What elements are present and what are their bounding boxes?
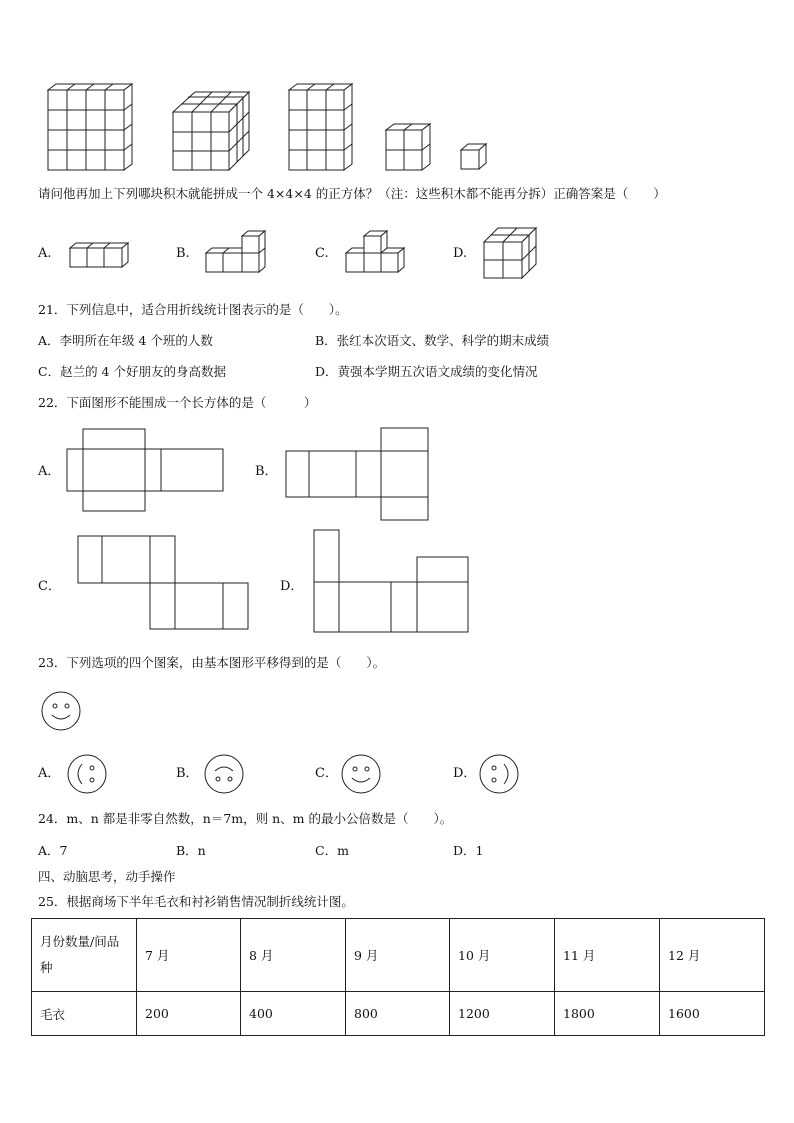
cube-figure-2 [173,92,249,170]
q20-option-b-label[interactable]: B. [176,246,190,261]
q21-option-d[interactable]: D．黄强本学期五次语文成绩的变化情况 [315,364,538,379]
table-row-label: 毛衣 [32,992,137,1036]
table-month-header: 9 月 [346,919,450,992]
table-row [32,992,765,1036]
q21-option-a[interactable]: A．李明所在年级 4 个班的人数 [38,333,213,348]
table-month-header: 11 月 [555,919,660,992]
q21-option-b[interactable]: B．张红本次语文、数学、科学的期末成绩 [315,333,550,348]
q22-option-c-net[interactable] [74,532,254,634]
cube-figure-3 [289,84,352,170]
q24-option-b[interactable]: B．n [176,843,206,858]
q22-question: 22．下面图形不能围成一个长方体的是（ ） [38,395,317,410]
q23-question: 23．下列选项的四个图案，由基本图形平移得到的是（ ）。 [38,655,386,670]
q24-option-d[interactable]: D．1 [453,843,484,858]
table-month-header: 12 月 [660,919,765,992]
q23-option-d-figure[interactable] [476,751,522,797]
cube-figures-top [40,82,500,177]
q23-option-b-label[interactable]: B． [176,766,199,781]
q20-option-b-figure[interactable] [202,228,272,276]
q20-option-d-figure[interactable] [480,224,542,282]
q21-option-c[interactable]: C．赵兰的 4 个好朋友的身高数据 [38,364,226,379]
q20-option-a-label[interactable]: A. [38,246,52,261]
q21-question: 21．下列信息中，适合用折线统计图表示的是（ ）。 [38,302,348,317]
q22-option-d-net[interactable] [310,526,474,638]
table-cell: 400 [241,992,346,1036]
sales-table [31,918,765,1036]
q23-option-b-figure[interactable] [201,751,247,797]
cube-figure-4 [386,124,430,170]
q22-option-d-label[interactable]: D． [280,579,304,594]
q20-option-a-figure[interactable] [66,240,132,270]
q22-option-a-net[interactable] [62,425,228,517]
table-header-row [32,919,765,992]
smiley-base-figure [38,688,84,734]
table-corner-header: 月份数量/间品种 [32,919,137,992]
q22-option-c-label[interactable]: C． [38,579,61,594]
q23-option-a-figure[interactable] [64,751,110,797]
q23-option-d-label[interactable]: D． [453,766,477,781]
q22-option-b-net[interactable] [282,425,434,525]
q25-question: 25．根据商场下半年毛衣和衬衫销售情况制折线统计图。 [38,894,354,909]
table-cell: 1800 [555,992,660,1036]
q22-option-b-label[interactable]: B． [255,464,278,479]
q23-option-a-label[interactable]: A． [38,766,61,781]
q24-option-a[interactable]: A．7 [38,843,68,858]
q24-question: 24．m、n 都是非零自然数，n＝7m，则 n、m 的最小公倍数是（ ）。 [38,811,453,826]
q20-option-c-figure[interactable] [342,228,412,276]
table-cell: 1200 [450,992,555,1036]
cube-figure-5 [461,144,486,169]
table-cell: 800 [346,992,450,1036]
section-4-title: 四、动脑思考，动手操作 [38,869,176,884]
q23-option-c-label[interactable]: C． [315,766,338,781]
table-month-header: 10 月 [450,919,555,992]
table-month-header: 7 月 [137,919,241,992]
q20-question: 请问他再加上下列哪块积木就能拼成一个 4×4×4 的正方体？（注：这些积木都不能再分拆）正确答案是（ ） [38,186,666,201]
q20-option-c-label[interactable]: C. [315,246,329,261]
q20-option-d-label[interactable]: D. [453,246,468,261]
q22-option-a-label[interactable]: A． [38,464,61,479]
q23-option-c-figure[interactable] [338,751,384,797]
cube-figure-1 [48,84,132,170]
table-cell: 1600 [660,992,765,1036]
q24-option-c[interactable]: C．m [315,843,349,858]
table-cell: 200 [137,992,241,1036]
table-month-header: 8 月 [241,919,346,992]
